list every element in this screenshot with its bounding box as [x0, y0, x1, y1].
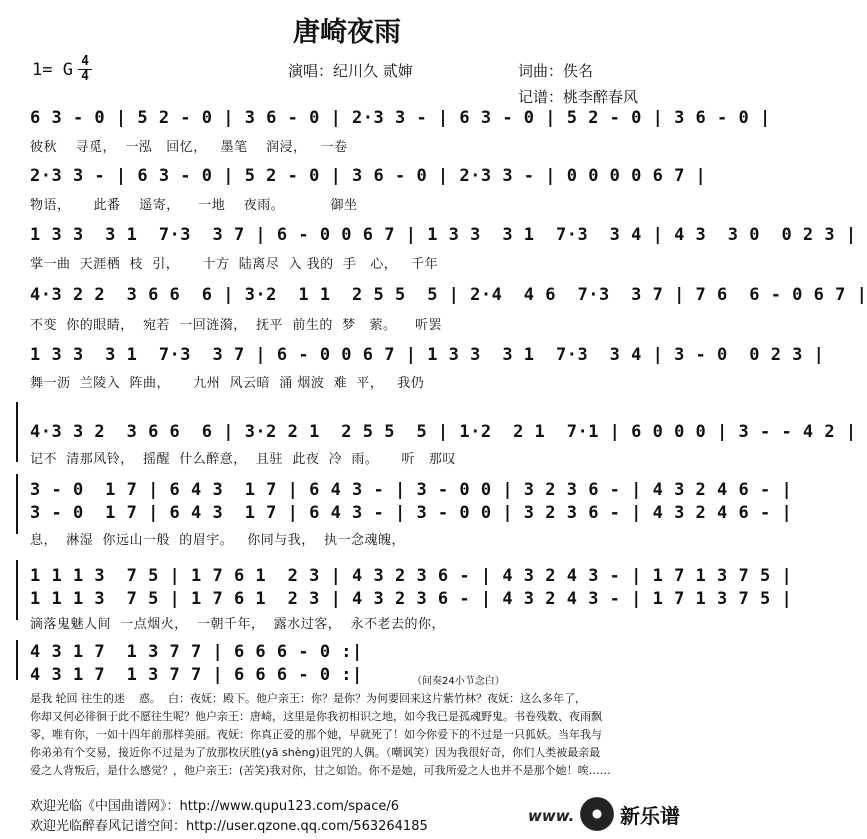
- staff-brace: [16, 560, 21, 620]
- lyric-row: 滴落鬼魅人间 一点烟火， 一朝千年， 露水过客， 永不老去的你，: [30, 617, 446, 632]
- narration-line: 爱之人背叛后，是什么感觉？，他户亲王：(苦笑)我对你，甘之如饴。你不是她，可我所爱之人也并不是那个她！唉……: [30, 764, 611, 777]
- site-logo: [580, 797, 680, 831]
- staff-brace: [16, 640, 21, 680]
- lyric-row: 舞一沥 兰陵入 阵曲， 九州 风云暗 涌 烟波 难 平， 我仍: [30, 376, 425, 391]
- interlude-note: （间奏24小节念白）: [412, 676, 505, 687]
- lyricist-credit: 词曲：佚名: [518, 62, 594, 80]
- song-title: 唐崎夜雨: [293, 17, 401, 48]
- narration-line: 是我 轮回 往生的迷 惑。 白：夜妩：殿下。他户亲王：你？是你？为何要回来这片紫竹林？夜妩：这么多年了，: [30, 692, 586, 705]
- logo-text: 新乐谱: [620, 803, 680, 828]
- lyric-row: 息， 淋湿 你远山一般 的眉宇。 你同与我， 执一念魂魄，: [30, 533, 405, 548]
- score-row: 1 3 3 3 1 7·3 3 7 | 6 - 0 0 6 7 | 1 3 3 3 1 7·3 3 4 | 3 - 0 0 2 3 |: [30, 345, 825, 365]
- narration-line: 你弟弟有个交易，接近你不过是为了放那枚厌胜(yā shèng)诅咒的人偶。（嘲讽笑）因为我很好奇，你们人类被最亲最: [30, 746, 601, 759]
- score-row: 1 1 1 3 7 5 | 1 7 6 1 2 3 | 4 3 2 3 6 - | 4 3 2 4 3 - | 1 7 1 3 7 5 |: [30, 566, 793, 586]
- disc-icon: [580, 797, 614, 831]
- watermark-text: www.: [528, 807, 575, 825]
- lyric-row: 记不 清那风铃， 摇醒 什么醉意， 且驻 此夜 冷 雨。 听 那叹: [30, 452, 456, 467]
- time-signature: [78, 56, 92, 83]
- score-row: 3 - 0 1 7 | 6 4 3 1 7 | 6 4 3 - | 3 - 0 0 | 3 2 3 6 - | 4 3 2 4 6 - |: [30, 480, 793, 500]
- staff-brace: [16, 474, 21, 534]
- staff-brace: [16, 402, 21, 462]
- lyric-row: 彼秋 寻觅， 一泓 回忆， 墨笔 润浸， 一卷: [30, 140, 348, 155]
- narration-line: 零，唯有你，一如十四年前那样美丽。夜妩：你真正爱的那个她，早就死了！如今你爱下的不过是一只狐妖。当年我与: [30, 728, 602, 741]
- score-row: 6 3 - 0 | 5 2 - 0 | 3 6 - 0 | 2·3 3 - | 6 3 - 0 | 5 2 - 0 | 3 6 - 0 |: [30, 108, 771, 128]
- time-top: 4: [81, 54, 89, 69]
- lyric-row: 不变 你的眼睛， 宛若 一回涟漪， 抚平 前生的 梦 萦。 听罢: [30, 318, 443, 333]
- key-signature: 1= G: [32, 60, 73, 80]
- singer-credit: 演唱：纪川久 贰婶: [288, 62, 413, 80]
- score-row: 4·3 2 2 3 6 6 6 | 3·2 1 1 2 5 5 5 | 2·4 4 6 7·3 3 7 | 7 6 6 - 0 6 7 |: [30, 285, 867, 305]
- score-row-lower: 1 1 1 3 7 5 | 1 7 6 1 2 3 | 4 3 2 3 6 - | 4 3 2 4 3 - | 1 7 1 3 7 5 |: [30, 589, 793, 609]
- score-row: 4·3 3 2 3 6 6 6 | 3·2 2 1 2 5 5 5 | 1·2 2 1 7·1 | 6 0 0 0 | 3 - - 4 2 |: [30, 422, 857, 442]
- footer-link-2[interactable]: 欢迎光临醉春风记谱空间：http://user.qzone.qq.com/563264185: [30, 819, 428, 834]
- footer-link-1[interactable]: 欢迎光临《中国曲谱网》：http://www.qupu123.com/space/6: [30, 799, 400, 814]
- transcriber-credit: 记谱：桃李醉春风: [518, 88, 639, 106]
- score-row: 1 3 3 3 1 7·3 3 7 | 6 - 0 0 6 7 | 1 3 3 3 1 7·3 3 4 | 4 3 3 0 0 2 3 |: [30, 225, 857, 245]
- lyric-row: 掌一曲 天涯栖 枝 引， 十方 陆离尽 入 我的 手 心， 千年: [30, 257, 439, 272]
- narration-line: 你却又何必徘徊于此不愿往生呢？他户亲王：唐崎，这里是你我初相识之地，如今我已是孤魂野鬼。书卷残数、夜雨飘: [30, 710, 602, 723]
- score-row-lower: 4 3 1 7 1 3 7 7 | 6 6 6 - 0 :|: [30, 665, 363, 685]
- time-bottom: 4: [81, 69, 89, 84]
- score-row-lower: 3 - 0 1 7 | 6 4 3 1 7 | 6 4 3 - | 3 - 0 0 | 3 2 3 6 - | 4 3 2 4 6 - |: [30, 503, 793, 523]
- score-row: 4 3 1 7 1 3 7 7 | 6 6 6 - 0 :|: [30, 642, 363, 662]
- lyric-row: 物语， 此番 遥寄， 一地 夜雨。 御坐: [30, 198, 358, 213]
- score-row: 2·3 3 - | 6 3 - 0 | 5 2 - 0 | 3 6 - 0 | 2·3 3 - | 0 0 0 0 6 7 |: [30, 166, 707, 186]
